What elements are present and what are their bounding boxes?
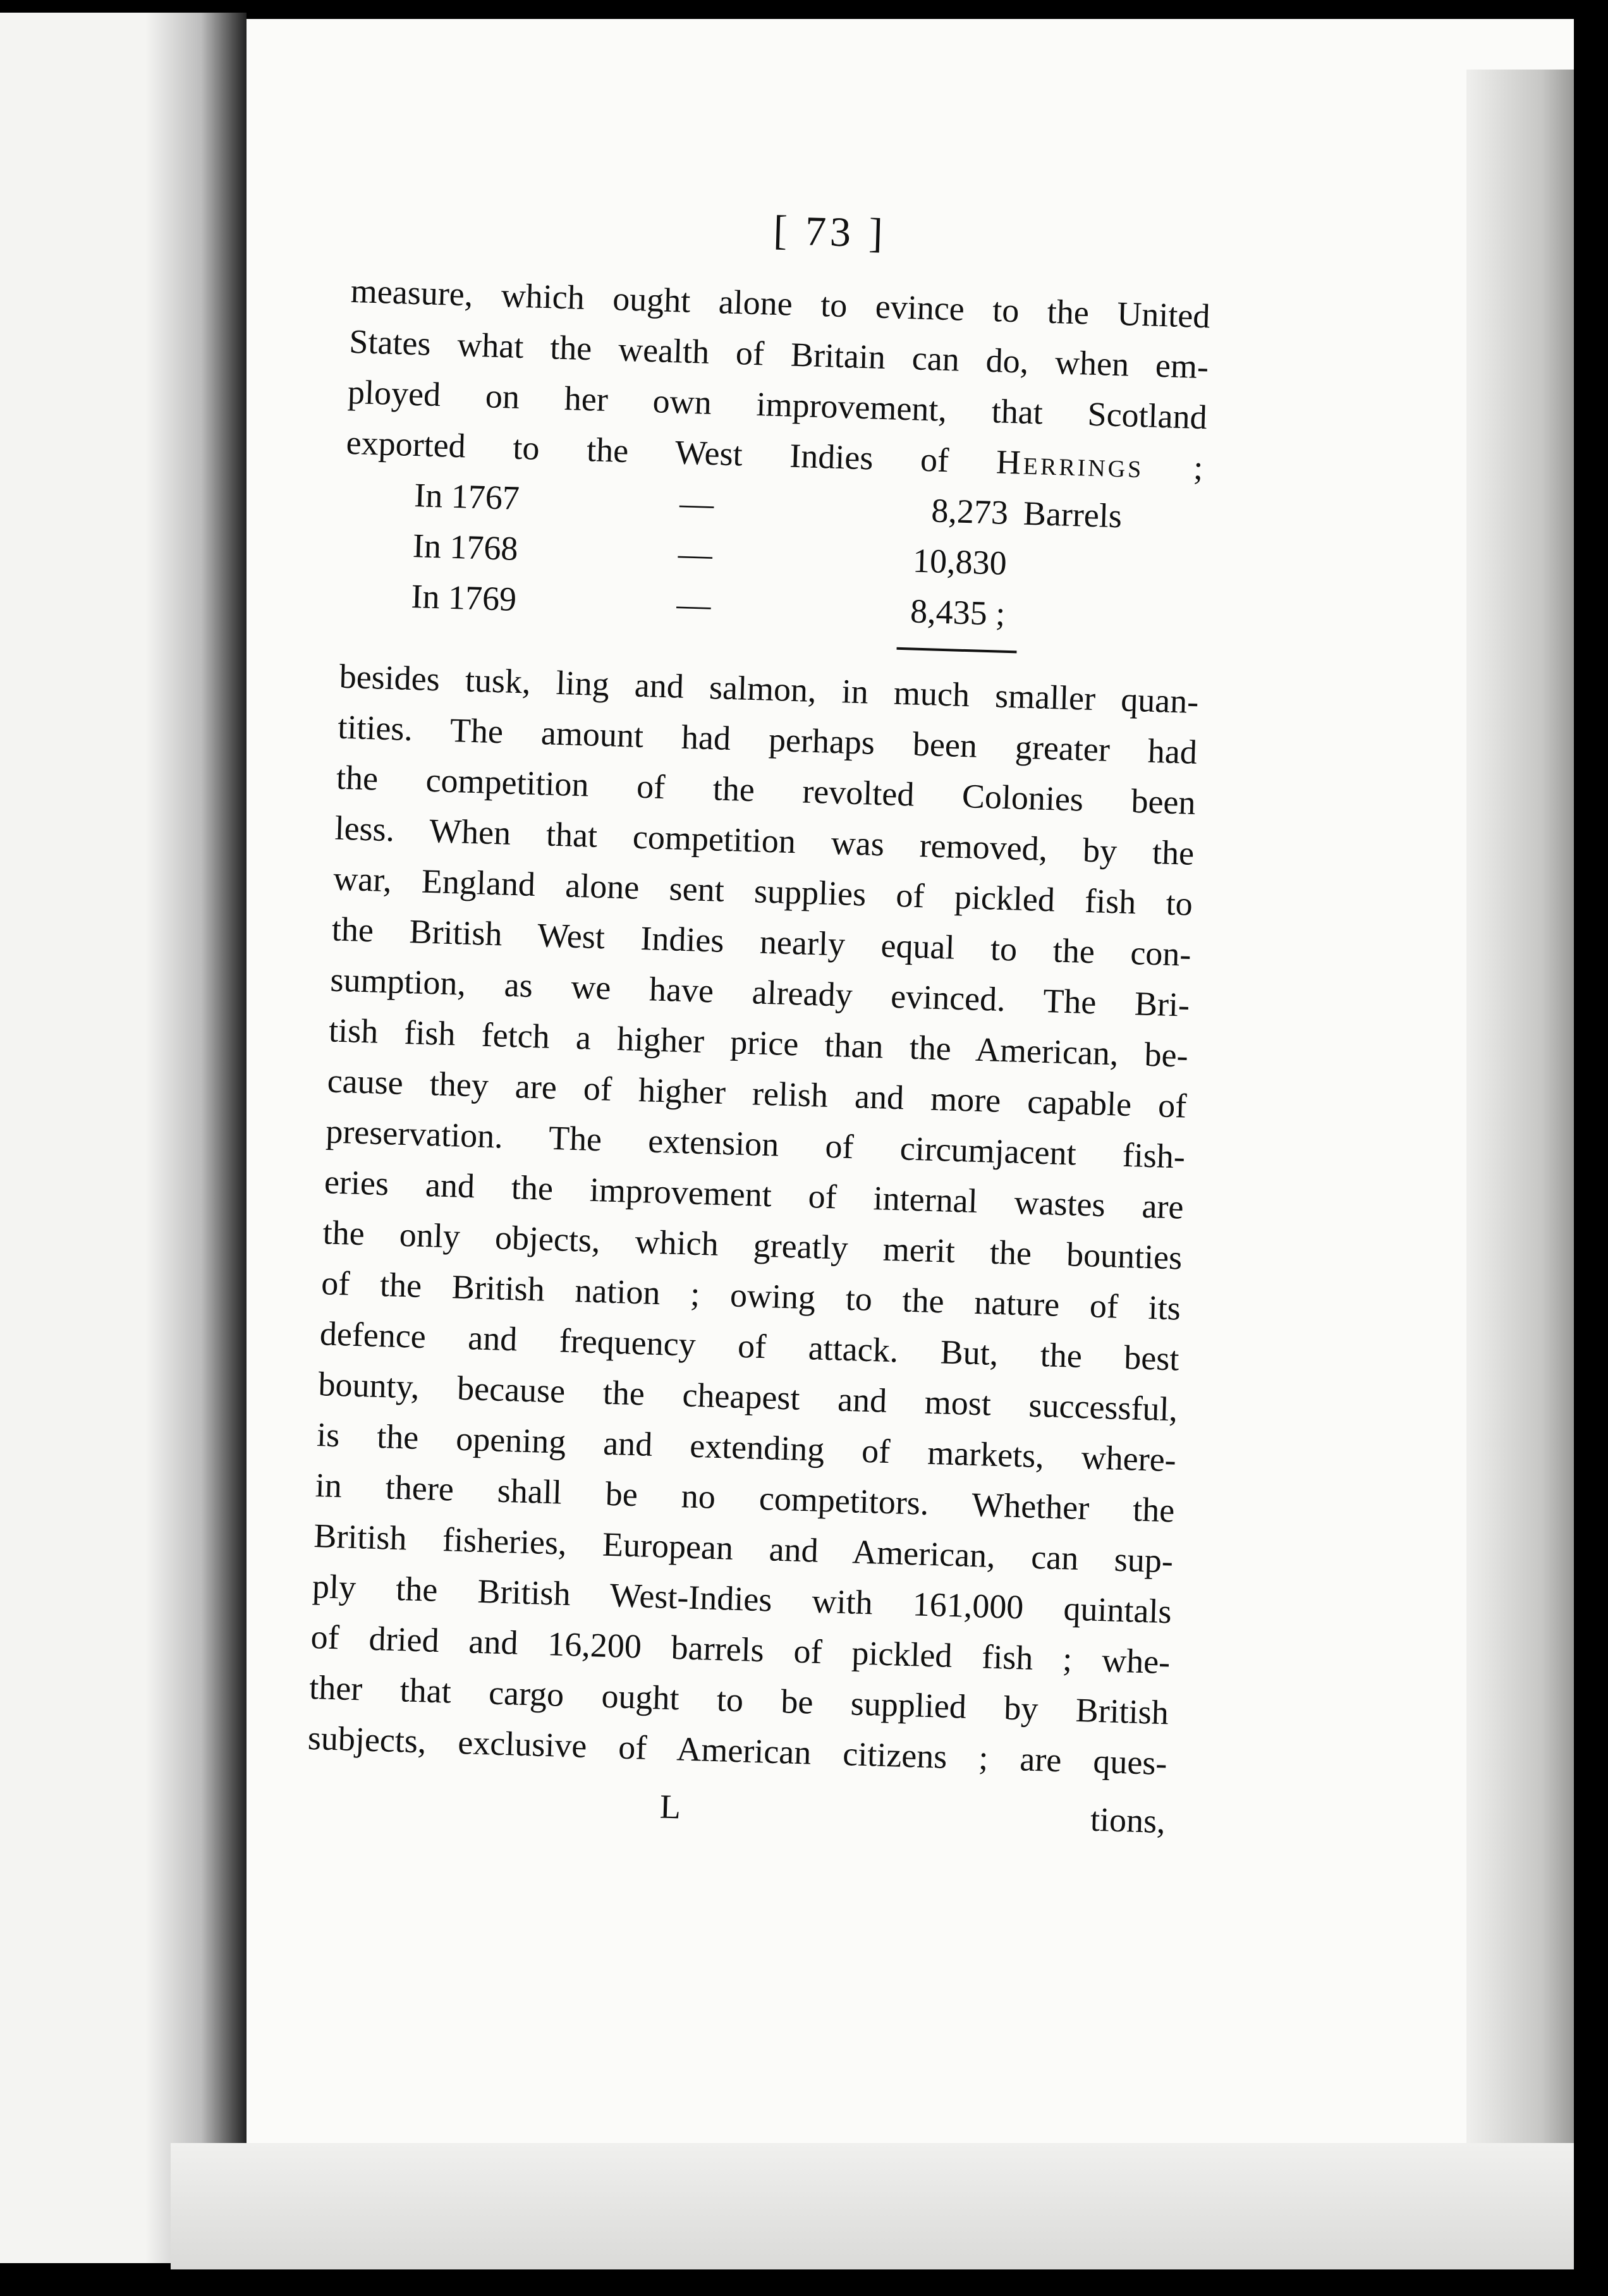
text-line: war, England alone sent supplies of pickled fish to	[332, 859, 1193, 923]
herrings-word: Herrings ;	[996, 443, 1207, 487]
page-edge-bottom	[171, 2143, 1574, 2269]
page-number: [ 73 ]	[772, 207, 887, 257]
table-year: In 1769	[410, 577, 517, 618]
text-line: tish fish fetch a higher price than the American, be-	[328, 1011, 1189, 1075]
page-text-block	[305, 183, 1213, 1847]
text-line: preservation. The extension of circumjacent fish-	[325, 1112, 1186, 1176]
table-quantity: 10,830	[912, 541, 1008, 582]
table-unit	[1004, 589, 1021, 640]
table-unit: Barrels	[1023, 494, 1123, 535]
herring-export-table	[410, 470, 1148, 643]
text-line: ply the British West-Indies with 161,000 quintals	[312, 1567, 1172, 1631]
text-line: of dried and 16,200 barrels of pickled fish ; whe-	[310, 1618, 1171, 1682]
catchword: tions,	[1090, 1800, 1166, 1841]
text-line: in there shall be no competitors. Whether the	[314, 1466, 1176, 1530]
text-line: British fisheries, European and American, can sup-	[313, 1517, 1174, 1580]
text-line: bounty, because the cheapest and most successful,	[317, 1365, 1178, 1429]
table-unit	[1006, 538, 1022, 589]
text-line: is the opening and extending of markets, where-	[316, 1415, 1177, 1479]
table-dash: —	[679, 484, 715, 523]
table-dash: —	[677, 534, 713, 574]
text-line: tities. The amount had perhaps been greater had	[337, 707, 1198, 771]
table-dash: —	[676, 585, 712, 625]
text-line: ther that cargo ought to be supplied by British	[308, 1668, 1169, 1732]
herrings-line-prefix: exported to the West Indies of	[345, 423, 950, 480]
table-year: In 1768	[412, 527, 519, 568]
text-line: sumption, as we have already evinced. The Bri-	[329, 960, 1190, 1024]
text-line: defence and frequency of attack. But, the best	[319, 1314, 1180, 1378]
table-quantity: 8,273	[930, 491, 1009, 532]
text-line: States what the wealth of Britain can do, when em-	[348, 322, 1209, 386]
paragraph-top	[347, 266, 1211, 443]
text-line: measure, which ought alone to evince to the United	[350, 271, 1211, 336]
text-line: eries and the improvement of internal wastes are	[324, 1163, 1185, 1226]
table-rule	[896, 647, 1016, 654]
text-line: less. When that competition was removed, by the	[334, 809, 1195, 872]
text-line: ployed on her own improvement, that Scotland	[347, 372, 1208, 437]
text-line: subjects, exclusive of American citizens ; are ques-	[307, 1718, 1168, 1783]
book-gutter	[145, 13, 247, 2263]
page-edge-right	[1466, 70, 1574, 2263]
text-line: cause they are of higher relish and more capable of	[326, 1061, 1188, 1125]
text-line: of the British nation ; owing to the nature of its	[320, 1264, 1181, 1328]
table-year: In 1767	[413, 476, 520, 517]
signature-mark: L	[659, 1787, 681, 1826]
table-quantity: 8,435 ;	[910, 592, 1006, 633]
paragraph-body	[307, 651, 1200, 1789]
text-line: the only objects, which greatly merit the bounties	[322, 1213, 1183, 1277]
text-line: the British West Indies nearly equal to the con-	[331, 910, 1192, 974]
text-line: the competition of the revolted Colonies been	[336, 758, 1197, 822]
text-line: besides tusk, ling and salmon, in much smaller quan-	[338, 657, 1200, 721]
